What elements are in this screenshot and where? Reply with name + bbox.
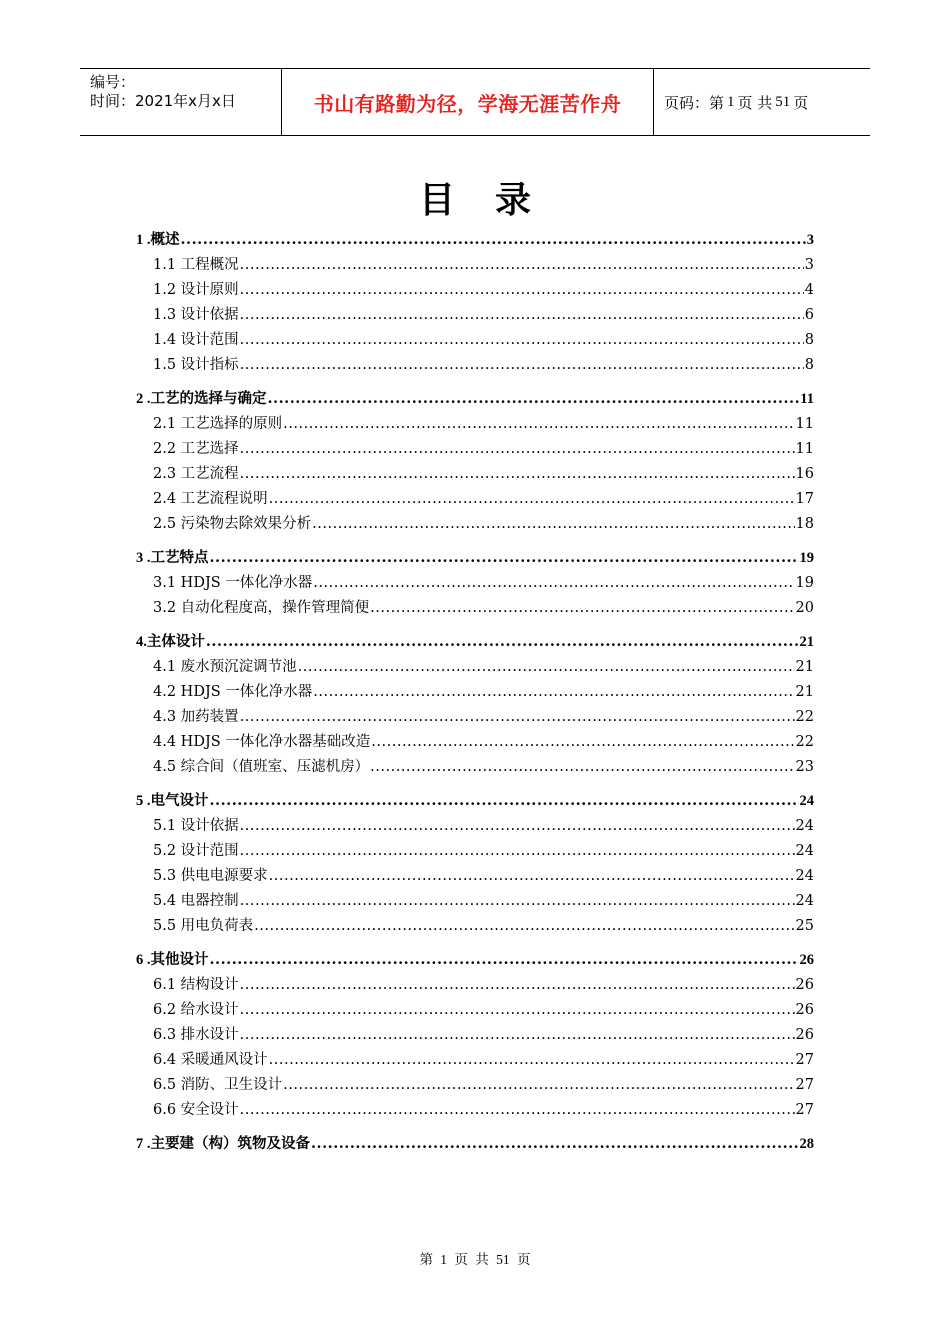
toc-entry-page: 22 — [795, 734, 814, 750]
toc-entry-label: 5.4 电器控制 — [153, 893, 239, 909]
toc-entry-label: 6.6 安全设计 — [153, 1102, 239, 1118]
toc-entry-page: 26 — [795, 1027, 814, 1043]
toc-dot-leader — [240, 1027, 795, 1043]
toc-entry-page: 21 — [799, 634, 814, 650]
document-header — [80, 68, 870, 136]
toc-dot-leader — [370, 759, 794, 775]
toc-section-entry[interactable] — [136, 353, 814, 378]
toc-section-entry[interactable] — [136, 998, 814, 1023]
toc-entry-label: 5 .电气设计 — [136, 793, 209, 809]
toc-dot-leader — [283, 1077, 794, 1093]
toc-dot-leader — [240, 1102, 795, 1118]
toc-entry-label: 3.2 自动化程度高，操作管理简便 — [153, 600, 370, 616]
toc-section-entry[interactable] — [136, 1098, 814, 1123]
toc-section-entry[interactable] — [136, 730, 814, 755]
toc-entry-label: 1.4 设计范围 — [153, 332, 239, 348]
toc-entry-page: 24 — [795, 843, 814, 859]
toc-dot-leader — [312, 516, 794, 532]
toc-entry-label: 2.2 工艺选择 — [153, 441, 239, 457]
toc-dot-leader — [240, 282, 804, 298]
toc-entry-page: 26 — [795, 1002, 814, 1018]
toc-entry-page: 24 — [795, 868, 814, 884]
toc-section-entry[interactable] — [136, 655, 814, 680]
toc-chapter-entry[interactable] — [136, 948, 814, 973]
toc-dot-leader — [240, 257, 804, 273]
toc-entry-page: 24 — [795, 893, 814, 909]
toc-entry-page: 11 — [795, 416, 814, 432]
toc-section-entry[interactable] — [136, 487, 814, 512]
toc-dot-leader — [240, 709, 795, 725]
toc-entry-label: 1.2 设计原则 — [153, 282, 239, 298]
toc-dot-leader — [370, 600, 794, 616]
toc-entry-label: 4.4 HDJS 一体化净水器基础改造 — [153, 734, 371, 750]
toc-entry-label: 4.3 加药装置 — [153, 709, 239, 725]
toc-dot-leader — [240, 843, 795, 859]
toc-dot-leader — [313, 684, 794, 700]
document-number-label: 编号： — [90, 73, 136, 91]
toc-entry-page: 16 — [795, 466, 814, 482]
toc-entry-page: 4 — [804, 282, 814, 298]
toc-entry-label: 5.3 供电电源要求 — [153, 868, 268, 884]
toc-entry-label: 6.4 采暖通风设计 — [153, 1052, 268, 1068]
toc-dot-leader — [269, 868, 795, 884]
toc-entry-label: 4.主体设计 — [136, 634, 205, 650]
toc-dot-leader — [240, 1002, 795, 1018]
toc-entry-page: 27 — [795, 1077, 814, 1093]
toc-entry-label: 3 .工艺特点 — [136, 550, 209, 566]
toc-entry-label: 6.5 消防、卫生设计 — [153, 1077, 283, 1093]
toc-entry-label: 2.1 工艺选择的原则 — [153, 416, 283, 432]
toc-entry-label: 5.5 用电负荷表 — [153, 918, 254, 934]
toc-section-entry[interactable] — [136, 278, 814, 303]
toc-section-entry[interactable] — [136, 814, 814, 839]
toc-section-entry[interactable] — [136, 839, 814, 864]
toc-entry-label: 7 .主要建（构）筑物及设备 — [136, 1136, 310, 1152]
toc-section-entry[interactable] — [136, 864, 814, 889]
toc-title: 目录 — [418, 180, 571, 221]
toc-dot-leader — [240, 893, 795, 909]
toc-dot-leader — [269, 491, 795, 507]
toc-section-entry[interactable] — [136, 755, 814, 780]
toc-entry-page: 24 — [795, 818, 814, 834]
toc-entry-label: 1.1 工程概况 — [153, 257, 239, 273]
toc-dot-leader — [269, 1052, 795, 1068]
toc-dot-leader — [268, 390, 800, 407]
document-date-label: 时间：2021年x月x日 — [90, 92, 236, 110]
toc-section-entry[interactable] — [136, 1073, 814, 1098]
toc-dot-leader — [298, 659, 795, 675]
toc-entry-label: 5.1 设计依据 — [153, 818, 239, 834]
toc-section-entry[interactable] — [136, 973, 814, 998]
toc-entry-label: 1.5 设计指标 — [153, 357, 239, 373]
toc-entry-page: 26 — [799, 952, 814, 968]
toc-section-entry[interactable] — [136, 412, 814, 437]
toc-entry-page: 19 — [795, 575, 814, 591]
toc-chapter-entry[interactable] — [136, 228, 814, 253]
toc-section-entry[interactable] — [136, 705, 814, 730]
toc-section-entry[interactable] — [136, 253, 814, 278]
toc-entry-page: 17 — [795, 491, 814, 507]
toc-section-entry[interactable] — [136, 889, 814, 914]
header-page-current: 1 — [727, 93, 735, 110]
toc-section-entry[interactable] — [136, 462, 814, 487]
toc-dot-leader — [240, 977, 795, 993]
toc-dot-leader — [240, 818, 795, 834]
toc-section-entry[interactable] — [136, 512, 814, 537]
toc-entry-page: 27 — [795, 1102, 814, 1118]
header-page-mid: 页 共 — [737, 93, 773, 112]
toc-entry-label: 6.3 排水设计 — [153, 1027, 239, 1043]
toc-entry-page: 6 — [804, 307, 814, 323]
header-left-cell — [80, 69, 282, 135]
header-page-prefix: 页码：第 — [664, 93, 725, 112]
toc-section-entry[interactable] — [136, 1023, 814, 1048]
toc-entry-page: 22 — [795, 709, 814, 725]
toc-entry-label: 5.2 设计范围 — [153, 843, 239, 859]
toc-entry-label: 3.1 HDJS 一体化净水器 — [153, 575, 313, 591]
toc-entry-page: 18 — [795, 516, 814, 532]
toc-entry-label: 2 .工艺的选择与确定 — [136, 391, 267, 407]
toc-section-entry[interactable] — [136, 680, 814, 705]
toc-dot-leader — [240, 466, 795, 482]
toc-dot-leader — [206, 633, 799, 650]
toc-entry-page: 8 — [804, 357, 814, 373]
toc-dot-leader — [240, 441, 795, 457]
toc-entry-label: 2.4 工艺流程说明 — [153, 491, 268, 507]
toc-section-entry[interactable] — [136, 914, 814, 939]
toc-entry-label: 4.1 废水预沉淀调节池 — [153, 659, 297, 675]
table-of-contents — [136, 228, 814, 1157]
header-page-total: 51 — [775, 93, 791, 110]
toc-entry-label: 4.5 综合间（值班室、压滤机房） — [153, 759, 370, 775]
header-motto: 书山有路勤为径，学海无涯苦作舟 — [313, 91, 622, 116]
page-footer: 第 1 页 共 51 页 — [419, 1252, 531, 1267]
toc-entry-label: 2.5 污染物去除效果分析 — [153, 516, 312, 532]
toc-section-entry[interactable] — [136, 328, 814, 353]
toc-section-entry[interactable] — [136, 437, 814, 462]
toc-entry-page: 11 — [800, 391, 814, 407]
toc-entry-page: 21 — [795, 659, 814, 675]
header-page-cell — [654, 69, 870, 135]
toc-dot-leader — [181, 231, 806, 248]
toc-section-entry[interactable] — [136, 1048, 814, 1073]
toc-entry-page: 24 — [799, 793, 814, 809]
toc-entry-label: 1.3 设计依据 — [153, 307, 239, 323]
toc-entry-page: 11 — [795, 441, 814, 457]
toc-entry-page: 20 — [795, 600, 814, 616]
toc-dot-leader — [210, 951, 799, 968]
toc-entry-page: 21 — [795, 684, 814, 700]
toc-dot-leader — [283, 416, 794, 432]
toc-dot-leader — [371, 734, 794, 750]
toc-chapter-entry[interactable] — [136, 546, 814, 571]
toc-entry-page: 27 — [795, 1052, 814, 1068]
toc-entry-page: 28 — [799, 1136, 814, 1152]
toc-dot-leader — [240, 357, 804, 373]
toc-dot-leader — [240, 307, 804, 323]
toc-chapter-entry[interactable] — [136, 789, 814, 814]
toc-entry-label: 4.2 HDJS 一体化净水器 — [153, 684, 313, 700]
toc-dot-leader — [313, 575, 794, 591]
toc-entry-label: 1 .概述 — [136, 232, 180, 248]
toc-section-entry[interactable] — [136, 596, 814, 621]
toc-chapter-entry[interactable] — [136, 630, 814, 655]
toc-dot-leader — [311, 1135, 799, 1152]
toc-entry-page: 3 — [806, 232, 814, 248]
toc-section-entry[interactable] — [136, 303, 814, 328]
toc-entry-page: 3 — [804, 257, 814, 273]
toc-entry-page: 25 — [795, 918, 814, 934]
toc-entry-page: 8 — [804, 332, 814, 348]
toc-entry-label: 6.2 给水设计 — [153, 1002, 239, 1018]
toc-entry-page: 26 — [795, 977, 814, 993]
toc-entry-label: 2.3 工艺流程 — [153, 466, 239, 482]
toc-entry-page: 23 — [795, 759, 814, 775]
toc-entry-label: 6.1 结构设计 — [153, 977, 239, 993]
toc-dot-leader — [210, 792, 799, 809]
header-motto-cell — [282, 69, 654, 135]
toc-dot-leader — [254, 918, 794, 934]
toc-chapter-entry[interactable] — [136, 1132, 814, 1157]
toc-entry-label: 6 .其他设计 — [136, 952, 209, 968]
toc-dot-leader — [210, 549, 799, 566]
toc-section-entry[interactable] — [136, 571, 814, 596]
toc-chapter-entry[interactable] — [136, 387, 814, 412]
toc-dot-leader — [240, 332, 804, 348]
header-page-suffix: 页 — [793, 93, 809, 112]
toc-entry-page: 19 — [799, 550, 814, 566]
